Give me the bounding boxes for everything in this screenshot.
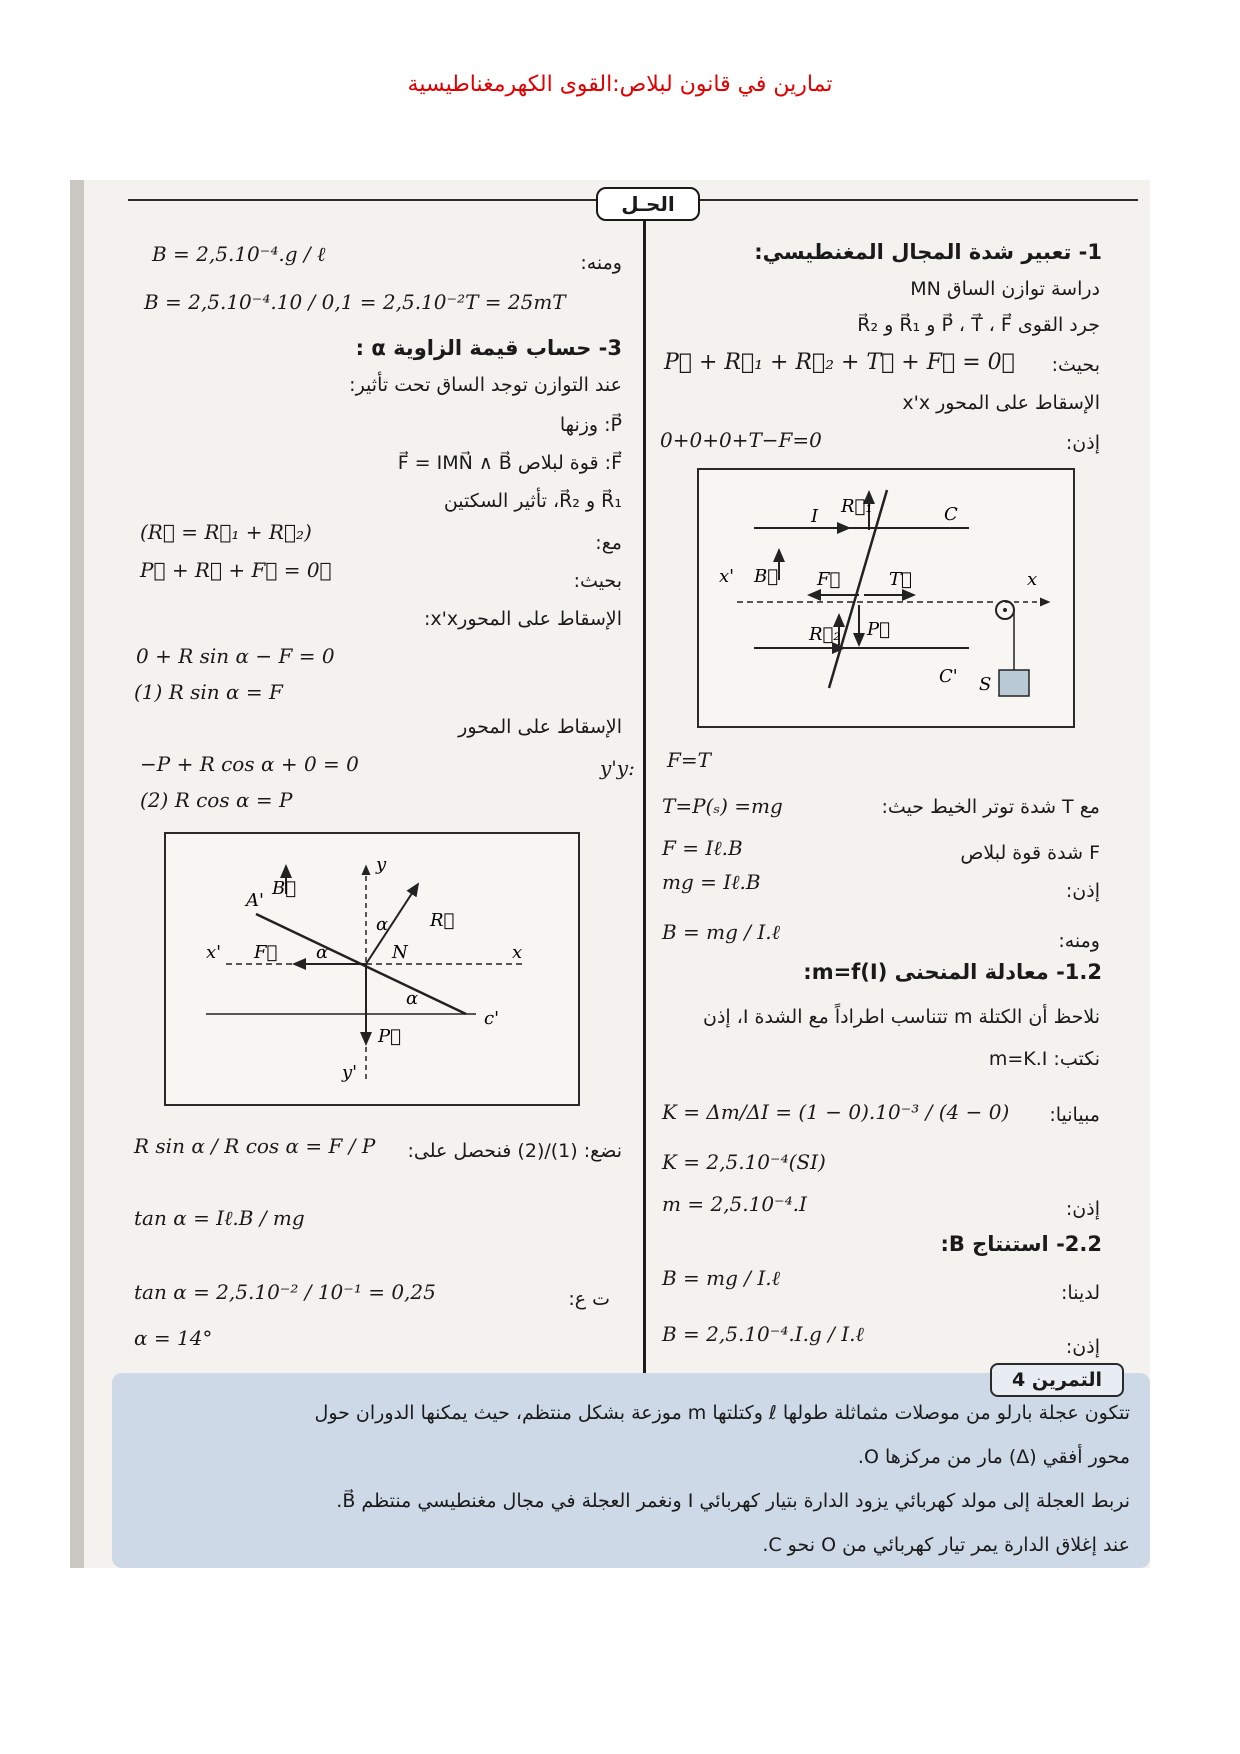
right-eq-f-equals-t: F=T [667,748,711,772]
left-eq-ratio: R sin α / R cos α = F / P [134,1134,376,1158]
rails-diagram [699,470,1073,726]
svg-text:x': x' [719,566,735,587]
right-eq-tension: T=P(ₛ) =mg [662,794,783,818]
heading-part-1: 1- تعبير شدة المجال المغنطيسي: [754,240,1102,264]
left-eq-equilibrium: P⃗ + R⃗ + F⃗ = 0⃗ [140,558,332,582]
right-eq-k: K = 2,5.10⁻⁴(SI) [662,1150,826,1174]
left-eq-b: B = 2,5.10⁻⁴.g / ℓ [152,242,326,266]
right-eq-b: B = mg / I.ℓ [662,920,780,944]
left-label-7: مع: [595,532,622,554]
svg-text:F⃗: F⃗ [817,569,841,590]
svg-text:x: x [512,942,523,963]
left-label-13: y'y: [600,756,635,780]
exercise-line-1: تتكون عجلة بارلو من موصلات مثماثلة طولها ℓ وكتلتها m موزعة بشكل منتظم، حيث يمكنها الدوران حول [314,1402,1130,1424]
right-eq-m: m = 2,5.10⁻⁴.I [662,1192,807,1216]
svg-text:B⃗: B⃗ [754,566,779,587]
left-label-17: ت ع: [568,1288,610,1310]
left-line-4: P⃗: وزنها [559,414,622,436]
left-eq-b-value: B = 2,5.10⁻⁴.10 / 0,1 = 2,5.10⁻²T = 25mT [144,290,566,314]
right-eq-b-3: B = 2,5.10⁻⁴.I.g / I.ℓ [662,1322,864,1346]
svg-text:P⃗: P⃗ [378,1026,401,1047]
right-eq-equilibrium: P⃗ + R⃗₁ + R⃗₂ + T⃗ + F⃗ = 0⃗ [664,350,1015,375]
right-label-3: بحيث: [1051,354,1100,376]
right-line-2: جرد القوى P⃗ ، T⃗ ، F⃗ و R⃗₁ و R⃗₂ [857,314,1100,336]
svg-text:R⃗₂: R⃗₂ [809,624,841,645]
exercise-tag: التمرين 4 [990,1363,1124,1397]
svg-text:P⃗: P⃗ [867,619,890,640]
svg-text:C: C [944,504,958,525]
left-eq-proj-y: −P + R cos α + 0 = 0 [140,752,359,776]
right-line-4: الإسقاط على المحور x'x [902,392,1100,414]
svg-text:T⃗: T⃗ [889,569,912,590]
right-line-10: نلاحظ أن الكتلة m تتناسب اطراداً مع الشدة I، إذن [703,1006,1100,1028]
svg-text:x: x [1027,569,1038,590]
svg-text:y': y' [342,1062,358,1083]
exercise-line-3: نربط العجلة إلى مولد كهربائي يزود الدارة بتيار كهربائي I ونغمر العجلة في مجال مغنطيسي منتظم B⃗. [336,1490,1130,1512]
right-label-9: ومنه: [1058,930,1100,952]
right-label-8: إذن: [1065,880,1100,902]
right-label-7: F شدة قوة لبلاص [960,842,1100,864]
svg-text:x': x' [206,942,222,963]
left-label-1: ومنه: [580,252,622,274]
left-eq-tan-value: tan α = 2,5.10⁻² / 10⁻¹ = 0,25 [134,1280,436,1304]
heading-part-1-2: 1.2- معادلة المنحنى m=f(I): [803,960,1102,984]
right-label-15: لدينا: [1061,1282,1100,1304]
right-eq-projection: 0+0+0+T−F=0 [660,428,822,452]
figure-force-diagram [164,832,580,1106]
svg-text:C': C' [939,666,958,687]
left-eq-proj-x: 0 + R sin α − F = 0 [136,644,335,668]
right-eq-laplace: F = Iℓ.B [662,836,743,860]
svg-text:y: y [376,854,387,875]
right-label-5: إذن: [1065,432,1100,454]
svg-text:F⃗: F⃗ [254,942,278,963]
exercise-line-4: عند إغلاق الدارة يمر تيار كهربائي من O نحو C. [762,1534,1130,1556]
svg-text:R⃗: R⃗ [430,910,455,931]
page-title: تمارين في قانون لبلاص:القوى الكهرمغناطيسية [407,72,833,97]
left-line-9: الإسقاط على المحورx'x: [424,608,622,630]
svg-text:c': c' [484,1008,500,1029]
left-eq-tan: tan α = Iℓ.B / mg [134,1206,305,1230]
right-eq-mg: mg = Iℓ.B [662,870,761,894]
column-divider [643,205,646,1390]
right-line-1: دراسة توازن الساق MN [910,278,1100,300]
right-eq-b-2: B = mg / I.ℓ [662,1266,780,1290]
figure-rails-setup [697,468,1075,728]
svg-text:A': A' [246,890,264,911]
left-line-12: الإسقاط على المحور [458,716,622,738]
left-label-8: بحيث: [573,570,622,592]
svg-text:I: I [811,506,819,527]
page-edge-shadow [70,180,84,1568]
right-label-12: مبيانيا: [1049,1104,1100,1126]
left-line-6: R⃗₁ و R⃗₂، تأثير السكتين [443,490,622,512]
heading-part-2-2: 2.2- استنتاج B: [940,1232,1102,1256]
mass-s [999,670,1029,696]
left-eq-2: (2) R cos α = P [140,788,293,812]
svg-text:α: α [406,988,419,1009]
svg-text:N: N [392,942,408,963]
left-line-5: F⃗: قوة لبلاص F⃗ = IMN⃗ ∧ B⃗ [397,452,622,474]
left-line-3: عند التوازن توجد الساق تحت تأثير: [349,374,622,396]
left-eq-alpha: α = 14° [134,1326,213,1350]
right-label-6: مع T شدة توتر الخيط حيث: [881,796,1100,818]
left-label-15: نضع: (1)/(2) فنحصل على: [407,1140,622,1162]
svg-text:B⃗: B⃗ [272,878,297,899]
svg-text:α: α [316,942,329,963]
heading-part-3: 3- حساب قيمة الزاوية α : [355,336,622,360]
svg-text:α: α [376,914,389,935]
right-label-16: إذن: [1065,1336,1100,1358]
forces-diagram [166,834,578,1104]
exercise-line-2: محور أفقي (Δ) مار من مركزها O. [857,1446,1130,1468]
svg-text:R⃗₁: R⃗₁ [841,496,873,517]
right-line-11: نكتب: m=K.I [988,1048,1100,1070]
right-label-14: إذن: [1065,1198,1100,1220]
left-eq-r-sum: (R⃗ = R⃗₁ + R⃗₂) [140,520,312,544]
svg-text:S: S [979,674,992,695]
solution-header: الحـل [596,187,700,221]
left-eq-1: (1) R sin α = F [134,680,283,704]
right-eq-slope: K = Δm/ΔI = (1 − 0).10⁻³ / (4 − 0) [662,1100,1010,1124]
